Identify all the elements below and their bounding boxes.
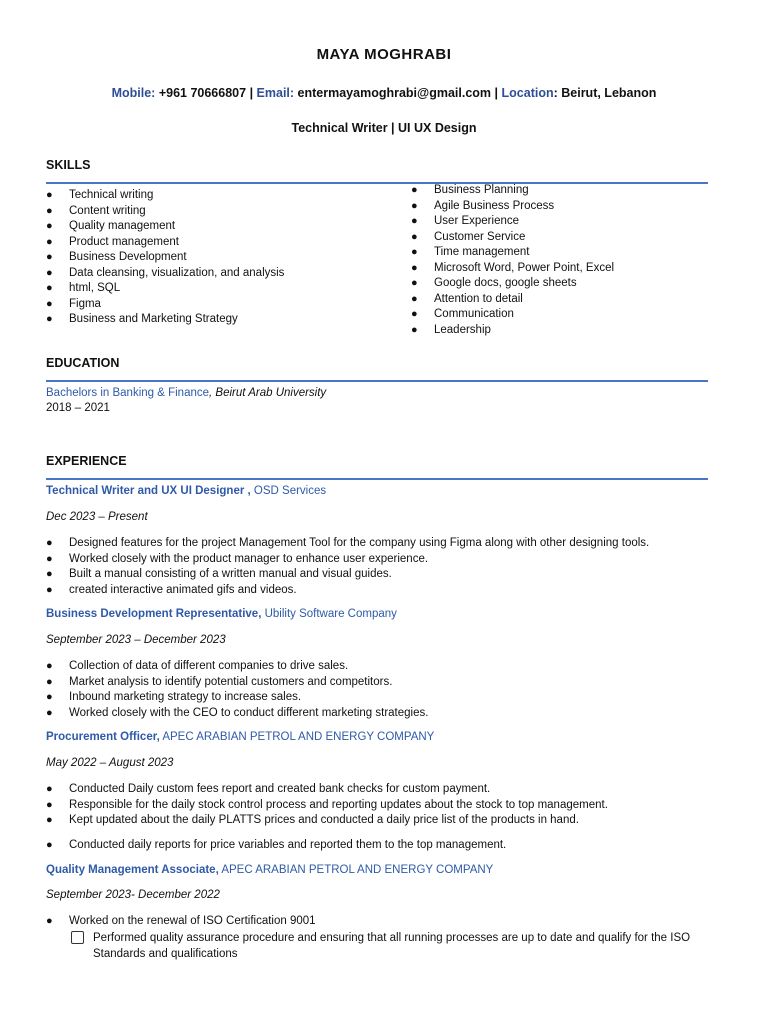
bullet-icon: ● <box>46 814 53 826</box>
list-item <box>46 798 726 814</box>
bullet-icon: ● <box>46 706 53 719</box>
job-dates: May 2022 – August 2023 <box>46 757 174 769</box>
bullet-icon: ● <box>411 215 418 227</box>
bullet-text: Technical writing <box>69 189 154 201</box>
mobile-value: +961 70666807 <box>158 86 247 100</box>
school-name: , Beirut Arab University <box>209 387 327 399</box>
email-label: Email: <box>256 86 295 100</box>
bullet-text: Business Development <box>69 251 187 263</box>
bullet-icon: ● <box>411 277 418 289</box>
location-label: Location <box>501 86 554 100</box>
bullet-icon: ● <box>46 568 53 580</box>
bullet-text: created interactive animated gifs and videos. <box>69 583 297 596</box>
list-item <box>46 235 386 251</box>
job-role: Technical Writer and UX UI Designer , <box>46 485 251 497</box>
bullet-icon: ● <box>46 915 53 927</box>
bullet-text: Kept updated about the daily PLATTS prices and conducted a daily price list of the products in hand. <box>69 814 579 826</box>
list-item <box>411 214 711 230</box>
bullet-icon: ● <box>46 297 53 310</box>
job-dates: September 2023- December 2022 <box>46 889 220 901</box>
list-item <box>46 659 726 675</box>
bullet-icon: ● <box>411 184 418 196</box>
bullet-icon: ● <box>46 266 53 279</box>
experience-divider <box>46 478 708 480</box>
sub-list-item <box>71 931 731 962</box>
list-item <box>46 219 386 235</box>
bullet-text: Collection of data of different companies to drive sales. <box>69 660 349 672</box>
list-item <box>411 261 711 277</box>
checkbox-icon <box>71 931 84 944</box>
list-item <box>46 297 386 313</box>
bullet-icon: ● <box>411 308 418 320</box>
bullet-text: Responsible for the daily stock control process and reporting updates about the stock to top management. <box>69 798 608 811</box>
experience-heading: EXPERIENCE <box>46 454 127 468</box>
bullet-icon: ● <box>46 691 53 703</box>
list-item <box>46 782 726 798</box>
skills-list-right <box>411 183 711 338</box>
bullet-text: Product management <box>69 235 179 248</box>
bullet-text: Figma <box>69 297 101 310</box>
job-bullet-list <box>46 782 726 829</box>
list-item <box>46 690 726 706</box>
mobile-label: Mobile: <box>111 86 156 100</box>
bullet-icon: ● <box>46 783 53 795</box>
bullet-icon: ● <box>46 798 53 811</box>
list-item <box>46 813 726 829</box>
bullet-text: Time management <box>434 246 530 258</box>
bullet-text: Worked on the renewal of ISO Certification 9001 <box>69 915 316 927</box>
headline: Technical Writer | UI UX Design <box>291 121 477 135</box>
bullet-text: Business Planning <box>434 184 529 196</box>
job-title-line <box>46 864 493 876</box>
list-item <box>46 204 386 220</box>
bullet-icon: ● <box>46 583 53 596</box>
bullet-text: Communication <box>434 308 514 320</box>
list-item <box>46 552 726 568</box>
skills-list-left <box>46 188 386 328</box>
education-divider <box>46 380 708 382</box>
bullet-icon: ● <box>46 189 53 201</box>
bullet-icon: ● <box>46 235 53 248</box>
list-item <box>46 838 726 854</box>
bullet-text: Attention to detail <box>434 292 523 305</box>
separator: | <box>494 86 499 100</box>
bullet-icon: ● <box>46 282 53 294</box>
bullet-text: Data cleansing, visualization, and analysis <box>69 266 285 279</box>
list-item <box>411 199 711 215</box>
bullet-text: Quality management <box>69 220 176 232</box>
bullet-icon: ● <box>46 537 53 549</box>
bullet-text: Designed features for the project Management Tool for the company using Figma along with other designing tools. <box>69 537 650 549</box>
bullet-text: Content writing <box>69 204 146 217</box>
bullet-text: Customer Service <box>434 230 526 243</box>
skills-heading: SKILLS <box>46 158 91 172</box>
sub-item-text: Performed quality assurance procedure and ensuring that all running processes are up to date and qualify for the ISO Standards and qualifications <box>93 932 691 960</box>
job-company: OSD Services <box>250 485 327 497</box>
bullet-text: Business and Marketing Strategy <box>69 313 238 325</box>
bullet-text: Leadership <box>434 323 491 336</box>
bullet-text: html, SQL <box>69 282 121 294</box>
resume-name: MAYA MOGHRABI <box>316 46 452 63</box>
bullet-text: Worked closely with the CEO to conduct different marketing strategies. <box>69 706 429 719</box>
bullet-icon: ● <box>46 313 53 325</box>
bullet-icon: ● <box>46 552 53 565</box>
bullet-icon: ● <box>46 660 53 672</box>
bullet-text: Conducted Daily custom fees report and created bank checks for custom payment. <box>69 783 491 795</box>
bullet-icon: ● <box>46 675 53 688</box>
bullet-text: Agile Business Process <box>434 199 555 212</box>
bullet-icon: ● <box>411 292 418 305</box>
bullet-text: Conducted daily reports for price variables and reported them to the top management. <box>69 839 507 851</box>
job-extra-bullet-list <box>46 838 726 854</box>
list-item <box>46 706 726 722</box>
separator: | <box>249 86 254 100</box>
job-company: Ubility Software Company <box>261 608 397 620</box>
list-item <box>46 536 726 552</box>
education-heading: EDUCATION <box>46 356 120 370</box>
bullet-icon: ● <box>411 323 418 336</box>
job-role: Business Development Representative, <box>46 608 262 620</box>
email-value[interactable]: entermayamoghrabi@gmail.com <box>297 86 492 100</box>
job-dates: September 2023 – December 2023 <box>46 634 226 646</box>
bullet-icon: ● <box>46 220 53 232</box>
job-company: APEC ARABIAN PETROL AND ENERGY COMPANY <box>159 731 435 743</box>
bullet-text: User Experience <box>434 215 520 227</box>
bullet-icon: ● <box>411 199 418 212</box>
job-bullet-list <box>46 914 726 930</box>
job-role: Quality Management Associate, <box>46 864 219 876</box>
list-item <box>46 250 386 266</box>
bullet-icon: ● <box>411 230 418 243</box>
education-degree-line <box>46 387 326 399</box>
list-item <box>411 230 711 246</box>
list-item <box>46 583 726 599</box>
bullet-text: Built a manual consisting of a written manual and visual guides. <box>69 568 392 580</box>
bullet-text: Google docs, google sheets <box>434 277 577 289</box>
job-bullet-list <box>46 536 726 598</box>
list-item <box>46 188 386 204</box>
job-title-line <box>46 485 326 497</box>
job-title-line <box>46 731 434 743</box>
list-item <box>46 266 386 282</box>
list-item <box>46 312 386 328</box>
list-item <box>411 276 711 292</box>
location-value: : Beirut, Lebanon <box>553 86 657 100</box>
contact-line <box>0 86 768 100</box>
job-bullet-list <box>46 659 726 721</box>
bullet-text: Inbound marketing strategy to increase sales. <box>69 691 302 703</box>
list-item <box>46 914 726 930</box>
job-role: Procurement Officer, <box>46 731 160 743</box>
list-item <box>411 183 711 199</box>
bullet-icon: ● <box>411 261 418 274</box>
bullet-icon: ● <box>46 251 53 263</box>
list-item <box>411 323 711 339</box>
job-dates: Dec 2023 – Present <box>46 511 148 523</box>
list-item <box>46 567 726 583</box>
list-item <box>411 245 711 261</box>
list-item <box>411 292 711 308</box>
list-item <box>46 281 386 297</box>
degree-title: Bachelors in Banking & Finance <box>46 387 210 399</box>
bullet-text: Microsoft Word, Power Point, Excel <box>434 261 615 274</box>
bullet-text: Worked closely with the product manager to enhance user experience. <box>69 552 429 565</box>
job-company: APEC ARABIAN PETROL AND ENERGY COMPANY <box>218 864 494 876</box>
bullet-icon: ● <box>411 246 418 258</box>
bullet-icon: ● <box>46 204 53 217</box>
list-item <box>411 307 711 323</box>
job-title-line <box>46 608 397 620</box>
bullet-icon: ● <box>46 839 53 851</box>
list-item <box>46 675 726 691</box>
bullet-text: Market analysis to identify potential customers and competitors. <box>69 675 393 688</box>
education-years: 2018 – 2021 <box>46 402 110 414</box>
